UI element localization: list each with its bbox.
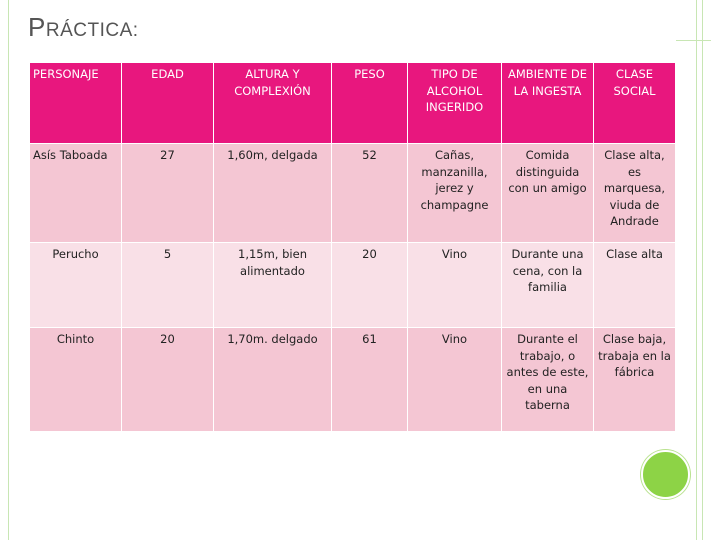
cell-altura: 1,60m, delgada — [214, 144, 332, 243]
decorative-green-circle — [641, 450, 690, 499]
cell-personaje: Perucho — [30, 243, 122, 328]
header-clase-social: CLASE SOCIAL — [594, 63, 676, 144]
cell-clase-social: Clase alta, es marquesa, viuda de Andrade — [594, 144, 676, 243]
cell-ambiente: Durante el trabajo, o antes de este, en una taberna — [502, 328, 594, 432]
frame-line-top — [676, 40, 711, 41]
table-row — [30, 328, 676, 432]
slide-title-cap: P — [28, 12, 46, 42]
table-row — [30, 144, 676, 243]
slide-title — [28, 12, 139, 43]
cell-personaje: Asís Taboada — [30, 144, 122, 243]
frame-line-right-inner — [702, 0, 703, 540]
cell-edad: 27 — [122, 144, 214, 243]
cell-ambiente: Comida distinguida con un amigo — [502, 144, 594, 243]
cell-peso: 61 — [332, 328, 408, 432]
cell-altura: 1,15m, bien alimentado — [214, 243, 332, 328]
cell-edad: 5 — [122, 243, 214, 328]
cell-edad: 20 — [122, 328, 214, 432]
frame-line-right-outer — [696, 0, 697, 540]
slide-title-rest: RÁCTICA: — [45, 20, 139, 41]
header-ambiente: AMBIENTE DE LA INGESTA — [502, 63, 594, 144]
cell-clase-social: Clase baja, trabaja en la fábrica — [594, 328, 676, 432]
header-tipo-alcohol: TIPO DE ALCOHOL INGERIDO — [408, 63, 502, 144]
cell-altura: 1,70m. delgado — [214, 328, 332, 432]
cell-tipo-alcohol: Vino — [408, 328, 502, 432]
header-edad: EDAD — [122, 63, 214, 144]
cell-peso: 52 — [332, 144, 408, 243]
cell-peso: 20 — [332, 243, 408, 328]
header-personaje: PERSONAJE — [30, 63, 122, 144]
cell-personaje: Chinto — [30, 328, 122, 432]
cell-tipo-alcohol: Cañas, manzanilla, jerez y champagne — [408, 144, 502, 243]
cell-tipo-alcohol: Vino — [408, 243, 502, 328]
cell-ambiente: Durante una cena, con la familia — [502, 243, 594, 328]
table-row — [30, 243, 676, 328]
practice-table — [29, 62, 676, 432]
header-altura: ALTURA Y COMPLEXIÓN — [214, 63, 332, 144]
header-peso: PESO — [332, 63, 408, 144]
cell-clase-social: Clase alta — [594, 243, 676, 328]
table-header-row — [30, 63, 676, 144]
